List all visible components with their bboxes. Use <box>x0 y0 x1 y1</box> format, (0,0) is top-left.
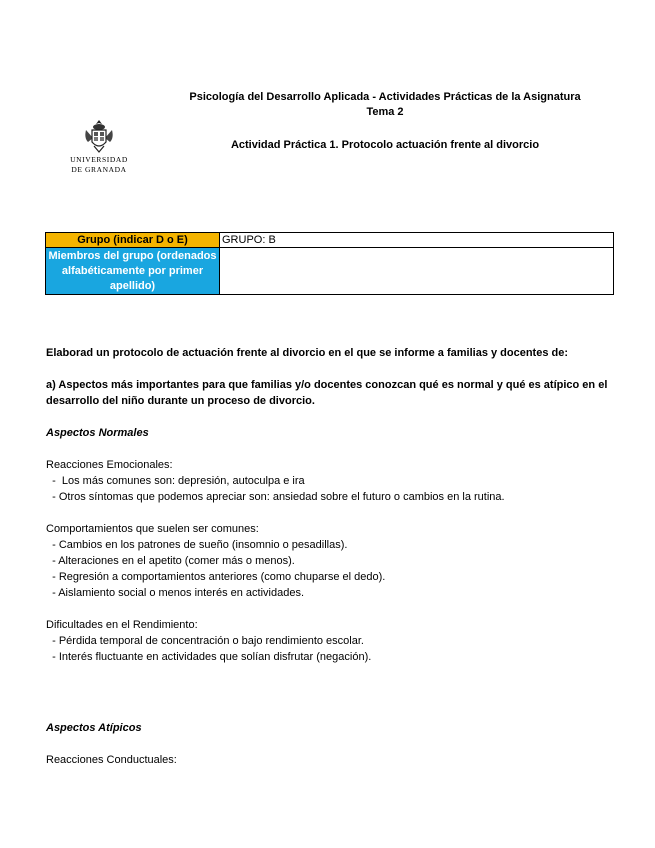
list-item: - Pérdida temporal de concentración o bajo rendimiento escolar. <box>46 635 364 647</box>
document-title: Psicología del Desarrollo Aplicada - Actividades Prácticas de la Asignatura <box>189 91 581 103</box>
question-a-line2: desarrollo del niño durante un proceso de divorcio. <box>46 395 315 407</box>
atypical-aspects-heading: Aspectos Atípicos <box>46 722 142 734</box>
intro-text: Elaborad un protocolo de actuación frente al divorcio en el que se informe a familias y docentes de: <box>46 347 569 359</box>
logo-text-line1: UNIVERSIDAD <box>70 155 128 164</box>
conduct-heading: Reacciones Conductuales: <box>46 754 177 766</box>
list-item: - Interés fluctuante en actividades que solían disfrutar (negación). <box>46 651 372 663</box>
list-item: - Alteraciones en el apetito (comer más o menos). <box>46 555 295 567</box>
performance-heading: Dificultades en el Rendimiento: <box>46 619 198 631</box>
logo-text-line2: DE GRANADA <box>71 165 127 174</box>
list-item: - Cambios en los patrones de sueño (insomnio o pesadillas). <box>46 539 348 551</box>
members-row <box>46 248 614 295</box>
university-logo <box>64 118 134 174</box>
members-label: Miembros del grupo (ordenados alfabéticamente por primer apellido) <box>46 248 220 295</box>
protocol-content <box>46 345 626 665</box>
group-label: Grupo (indicar D o E) <box>46 233 220 248</box>
group-row <box>46 233 614 248</box>
list-item: - Otros síntomas que podemos apreciar son: ansiedad sobre el futuro o cambios en la rutina. <box>46 491 505 503</box>
group-table <box>45 232 614 295</box>
document-tema: Tema 2 <box>366 106 404 118</box>
members-value[interactable] <box>220 248 614 295</box>
list-item: - Aislamiento social o menos interés en actividades. <box>46 587 305 599</box>
list-item: - Los más comunes son: depresión, autoculpa e ira <box>46 475 305 487</box>
atypical-section <box>46 720 626 768</box>
activity-title: Actividad Práctica 1. Protocolo actuación frente al divorcio <box>230 139 540 151</box>
coat-of-arms-icon <box>82 118 116 154</box>
normal-aspects-heading: Aspectos Normales <box>46 427 149 439</box>
emotional-heading: Reacciones Emocionales: <box>46 459 173 471</box>
list-item: - Regresión a comportamientos anteriores (como chuparse el dedo). <box>46 571 386 583</box>
group-value[interactable]: GRUPO: B <box>220 233 614 248</box>
behavior-heading: Comportamientos que suelen ser comunes: <box>46 523 259 535</box>
question-a-line1: a) Aspectos más importantes para que familias y/o docentes conozcan qué es normal y qué es atípico en el <box>46 379 608 391</box>
